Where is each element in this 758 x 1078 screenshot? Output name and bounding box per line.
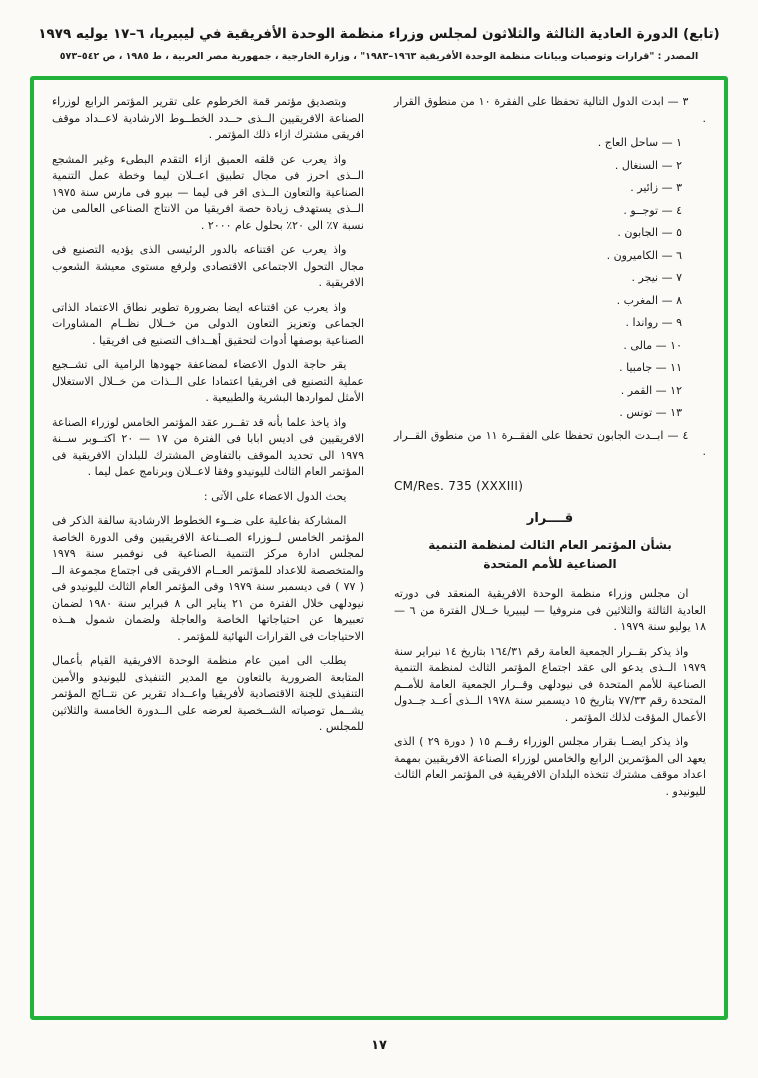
left-column xyxy=(52,94,364,1002)
document-title: (تابع) الدورة العادية الثالثة والثلاثون لمجلس وزراء منظمة الوحدة الأفريقية في ليبيريا، ٦–١٧ يوليه ١٩٧٩ xyxy=(38,26,720,42)
list-item: ١١ — جامبيا . xyxy=(619,361,682,374)
paragraph: وبتصديق مؤتمر قمة الخرطوم على تقرير المؤتمر الرابع لوزراء الصناعة الافريقيين الــذى حــدد الخطــوط الارشادية لاعــداد موقف افريقى مشترك ازاء ذلك المؤتمر . xyxy=(52,95,364,141)
list-item: ٩ — رواندا . xyxy=(625,316,682,329)
paragraph: يقر حاجة الدول الاعضاء لمضاعفة جهودها الرامية الى تشــجيع عملية التصنيع فى افريقيا اعتمادا على الــذات من خــلال الاستغلال الأمثل لمواردها البشرية والطبيعية . xyxy=(52,358,364,404)
list-item: ٦ — الكاميرون . xyxy=(606,248,682,262)
reservations-intro: ٣ — ابدت الدول التالية تحفظا على الفقرة ١٠ من منطوق القرار . xyxy=(394,95,706,125)
paragraph: يطلب الى امين عام منظمة الوحدة الافريقية القيام بأعمال المتابعة الضرورية بالتعاون مع المدير التنفيذى لليونيدو والأمين التنفيذى للجنة الاقتصادية لأفريقيا واعــداد تقرير عن نتــائج المؤتمر يشــمل توصياته الشــخصية لعرضه على الــدورة الخامسة والثلاثين للمجلس . xyxy=(52,654,364,733)
country-list xyxy=(394,135,696,422)
document-source: المصدر : "قرارات وتوصيات وبيانات منظمة الوحدة الأفريقية ١٩٦٣–١٩٨٣" ، وزارة الخارجية ، جمهورية مصر العربية ، ط ١٩٨٥ ، ص ٥٤٢–٥٧٣ xyxy=(59,51,699,62)
list-item: ١٠ — مالى . xyxy=(623,338,682,352)
paragraph: ان مجلس وزراء منظمة الوحدة الافريقية المنعقد فى دورته العادية الثالثة والثلاثين فى منروفيا — ليبيريا خــلال الفترة من ٦ — ١٨ يوليو سنة ١٩٧٩ . xyxy=(394,587,706,634)
list-item: ٨ — المغرب . xyxy=(616,293,682,307)
two-column-layout xyxy=(52,94,706,1002)
paragraph: يحث الدول الاعضاء على الآتى : xyxy=(203,489,347,503)
paragraph: المشاركة بفاعلية على ضــوء الخطوط الارشادية سالفة الذكر فى المؤتمر الخامس لــوزراء الصــناعة الافريقيين وفى الدورة الخاصة لمجلس ادارة مركز التنمية الصناعية فى نوفمبر سنة ١٩٧٩ والمتخصصة للاعداد للمؤتمر العــام الافريقى فى اجتماع مجموعة الــ ( ٧٧ ) فى ديسمبر سنة ١٩٧٩ وفى المؤتمر العام الثالث لليونيدو فى نيودلهى خلال الفترة من ٢١ يناير الى ٨ فبراير سنة ١٩٨٠ لضمان تعبيرها عن احتياجاتها الخاصة والعاجلة ولضمان شمول هــذه الاحتياجات فى القرارات النهائية للمؤتمر . xyxy=(52,514,365,643)
gabon-reservation-note: ٤ — ابــدت الجابون تحفظا على الفقــرة ١١ من منطوق القــرار . xyxy=(394,428,706,458)
list-item: ٢ — السنغال . xyxy=(614,158,682,172)
list-item: ٣ — زائير . xyxy=(630,181,682,194)
list-item: ٤ — توجــو . xyxy=(623,203,682,217)
list-item: ٧ — نيجر . xyxy=(631,271,682,284)
list-item: ١ — ساحل العاج . xyxy=(597,136,682,149)
list-item: ١٢ — القمر . xyxy=(620,383,682,397)
resolution-subtitle: بشأن المؤتمر العام الثالث لمنظمة التنمية الصناعية للأمم المتحدة xyxy=(428,538,672,572)
paragraph: واذ يعرب عن قلقه العميق ازاء التقدم البطىء وغير المشجع الــذى احرز فى مجال تطبيق اعــلان ليما وخطة عمل التنمية الصناعية والتعاون الــذى اقر فى ليما — بيرو فى مارس سنة ١٩٧٥ الــذى يستهدف زيادة حصة افريقيا من الانتاج الصناعى العالمى من نسبة ٧٪ الى ٢٠٪ بحلول عام ٢٠٠٠ . xyxy=(52,152,364,232)
list-item: ١٣ — تونس . xyxy=(619,406,682,419)
page-number: ١٧ xyxy=(371,1038,387,1053)
paragraph: واذ ياخذ علما بأنه قد تقــرر عقد المؤتمر الخامس لوزراء الصناعة الافريقيين فى اديس ابابا فى الفترة من ١٧ — ٢٠ اكتــوبر ســنة ١٩٧٩ الى تحديد الموقف بالتفاوض المشترك للبلدان الافريقية فى المؤتمر العام الثالث لليونيدو وفقا لاعــلان وبرنامج عمل ليما . xyxy=(52,415,365,478)
page-footer xyxy=(0,1034,758,1053)
content-frame xyxy=(30,76,728,1020)
paragraph: واذ يعرب عن اقتناعه ايضا بضرورة تطوير نطاق الاعتماد الذاتى الجماعى وتعزيز التعاون الدولى من خــلال نظــام المشاورات الصناعية بوصفها أدوات لتحقيق أهــداف التصنيع فى افريقيا . xyxy=(52,300,364,347)
paragraph: واذ يذكر بقــرار الجمعية العامة رقم ١٦٤/٣١ بتاريخ ١٤ نبراير سنة ١٩٧٩ الــذى يدعو الى عقد اجتماع المؤتمر الثالث لمنظمة التنمية الصناعية للأمم المتحدة فى نيودلهى وقــرار الجمعية العامة للأمــم المتحدة رقم ٧٧/٣٣ بتاريخ ١٥ ديسمبر سنة ١٩٧٨ الــذى أعــد جــدول الأعمال المؤقت لذلك المؤتمر . xyxy=(394,644,707,724)
list-item: ٥ — الجابون . xyxy=(617,226,682,239)
resolution-title: قــــرار xyxy=(526,510,574,526)
document-header xyxy=(0,0,758,62)
paragraph: واذ يعرب عن اقتناعه بالدور الرئيسى الذى يؤديه التصنيع فى مجال التحول الاجتماعى الاقتصادى ولرفع مستوى معيشة الشعوب الافريقية . xyxy=(52,243,364,289)
resolution-code: CM/Res. 735 (XXXIII) xyxy=(394,478,524,493)
right-column xyxy=(394,94,706,1002)
paragraph: واذ يذكر ايضــا بقرار مجلس الوزراء رقــم ١٥ ( دورة ٢٩ ) الذى يعهد الى المؤتمرين الرابع والخامس لوزراء الصناعة الافريقيين بمهمة اعداد موقف مشترك تتخذه البلدان الافريقية فى المؤتمر العام الثالث لليونيدو . xyxy=(394,735,706,798)
